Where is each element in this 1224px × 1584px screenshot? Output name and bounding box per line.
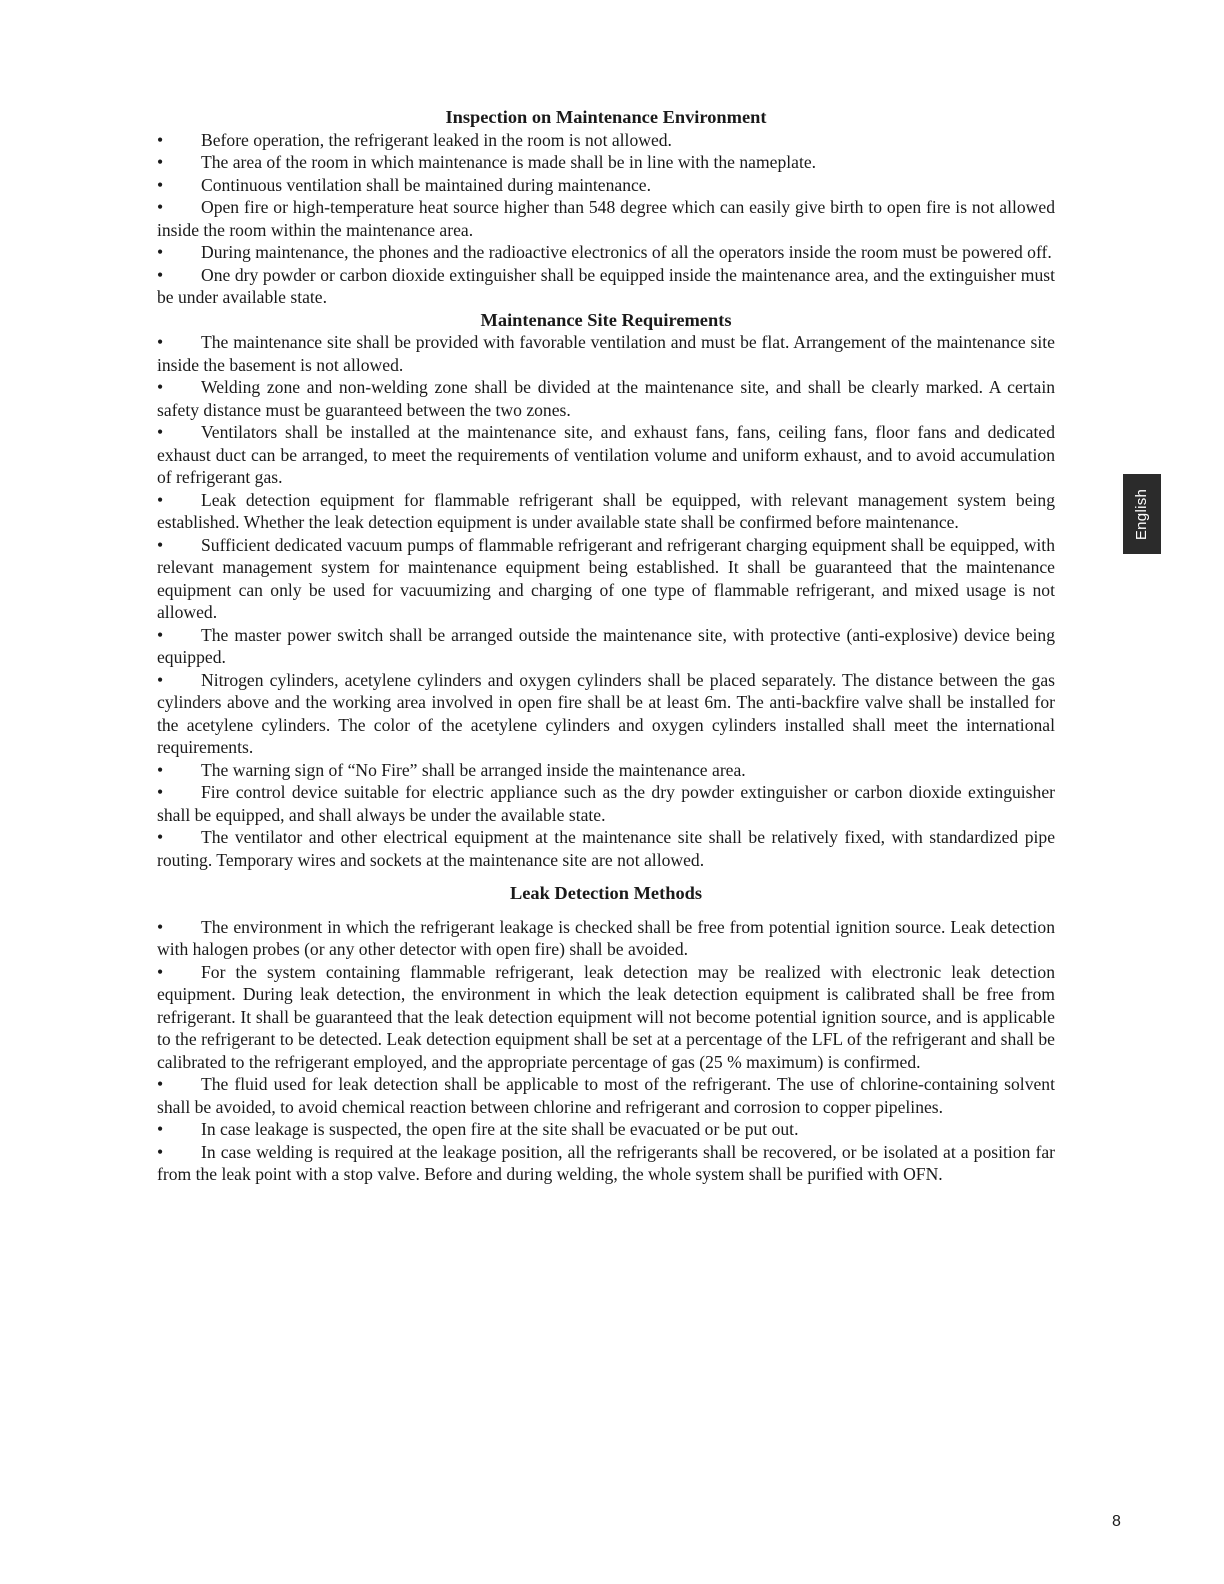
list-item: • The fluid used for leak detection shall be applicable to most of the refrigerant. The use of chlorine-containing solvent shall be avoided, to avoid chemical reaction between chlorine and refrigerant and corrosion to copper pipelines.: [157, 1074, 1055, 1117]
section-heading: Leak Detection Methods: [509, 883, 703, 903]
bullet-icon: •: [157, 827, 164, 847]
list-item: • Continuous ventilation shall be maintained during maintenance.: [157, 174, 652, 195]
document-body: [157, 106, 1055, 1186]
bullet-icon: •: [157, 759, 164, 780]
section-heading: Inspection on Maintenance Environment: [445, 107, 767, 127]
bullet-icon: •: [157, 669, 164, 690]
bullet-icon: •: [157, 152, 164, 172]
bullet-icon: •: [157, 422, 164, 442]
bullet-icon: •: [157, 916, 164, 937]
bullet-icon: •: [157, 242, 164, 262]
language-tab: [1123, 474, 1161, 554]
list-item: • Nitrogen cylinders, acetylene cylinders and oxygen cylinders shall be placed separately. The distance between the gas cylinders above and the working area involved in open fire shall be at least 6m. The anti-backfire valve shall be installed for the acetylene cylinders. The color of the acetylene cylinders and oxygen cylinders installed shall meet the international requirements.: [157, 669, 1055, 757]
section-maintenance-site: [157, 309, 1055, 872]
bullet-icon: •: [157, 1119, 164, 1139]
list-item: • The area of the room in which maintenance is made shall be in line with the nameplate.: [157, 152, 817, 172]
bullet-icon: •: [157, 264, 164, 285]
list-item: • Welding zone and non-welding zone shall be divided at the maintenance site, and shall be clearly marked. A certain safety distance must be guaranteed between the two zones.: [157, 377, 1055, 420]
list-item: • One dry powder or carbon dioxide extinguisher shall be equipped inside the maintenance area, and the extinguisher must be under available state.: [157, 264, 1055, 307]
page-number: 8: [1112, 1513, 1121, 1530]
list-item: • Leak detection equipment for flammable refrigerant shall be equipped, with relevant management system being established. Whether the leak detection equipment is under available state shall be confirmed before maintenance.: [157, 489, 1055, 532]
list-item: • Fire control device suitable for electric appliance such as the dry powder extinguisher or carbon dioxide extinguisher shall be equipped, and shall always be under the available state.: [157, 782, 1055, 825]
list-item: • The maintenance site shall be provided with favorable ventilation and must be flat. Arrangement of the maintenance site inside the basement is not allowed.: [157, 332, 1055, 375]
list-item: • The master power switch shall be arranged outside the maintenance site, with protective (anti-explosive) device being equipped.: [157, 624, 1055, 667]
list-item: • The ventilator and other electrical equipment at the maintenance site shall be relatively fixed, with standardized pipe routing. Temporary wires and sockets at the maintenance site are not allowed.: [157, 827, 1055, 870]
bullet-icon: •: [157, 377, 164, 397]
bullet-icon: •: [157, 332, 164, 352]
bullet-icon: •: [157, 961, 164, 982]
bullet-icon: •: [157, 782, 164, 802]
list-item: • The environment in which the refrigerant leakage is checked shall be free from potential ignition source. Leak detection with halogen probes (or any other detector with open fire) shall be avoided.: [157, 916, 1055, 959]
bullet-icon: •: [157, 1141, 164, 1162]
list-item: • During maintenance, the phones and the radioactive electronics of all the operators inside the room must be powered off.: [157, 242, 1052, 262]
list-item: • Ventilators shall be installed at the maintenance site, and exhaust fans, fans, ceiling fans, floor fans and dedicated exhaust duct can be arranged, to meet the requirements of ventilation volume and uniform exhaust, and to avoid accumulation of refrigerant gas.: [157, 422, 1055, 487]
list-item: • Before operation, the refrigerant leaked in the room is not allowed.: [157, 129, 672, 150]
list-item: • For the system containing flammable refrigerant, leak detection may be realized with electronic leak detection equipment. During leak detection, the environment in which the leak detection equipment is calibrated shall be free from refrigerant. It shall be guaranteed that the leak detection equipment will not become potential ignition source, and is applicable to the refrigerant to be detected. Leak detection equipment shall be set at a percentage of the LFL of the refrigerant and shall be calibrated to the refrigerant employed, and the appropriate percentage of gas (25 % maximum) is confirmed.: [157, 961, 1055, 1072]
list-item: • The warning sign of “No Fire” shall be arranged inside the maintenance area.: [157, 759, 746, 780]
section-heading: Maintenance Site Requirements: [480, 309, 732, 330]
list-item: • Sufficient dedicated vacuum pumps of flammable refrigerant and refrigerant charging equipment shall be equipped, with relevant management system for maintenance equipment being established. It shall be guaranteed that the maintenance equipment can only be used for vacuumizing and charging of one type of flammable refrigerant, and mixed usage is not allowed.: [157, 534, 1055, 622]
bullet-icon: •: [157, 197, 164, 217]
list-item: • Open fire or high-temperature heat source higher than 548 degree which can easily give birth to open fire is not allowed inside the room within the maintenance area.: [157, 197, 1055, 240]
bullet-icon: •: [157, 624, 164, 645]
section-inspection-environment: [157, 106, 1055, 309]
language-tab-label: English: [1133, 488, 1151, 540]
bullet-icon: •: [157, 1074, 164, 1094]
bullet-icon: •: [157, 129, 164, 150]
section-leak-detection: [157, 882, 1055, 1186]
list-item: • In case welding is required at the leakage position, all the refrigerants shall be recovered, or be isolated at a position far from the leak point with a stop valve. Before and during welding, the whole system shall be purified with OFN.: [157, 1141, 1055, 1184]
bullet-icon: •: [157, 534, 164, 555]
list-item: • In case leakage is suspected, the open fire at the site shall be evacuated or be put out.: [157, 1119, 799, 1139]
bullet-icon: •: [157, 489, 164, 510]
bullet-icon: •: [157, 174, 164, 195]
